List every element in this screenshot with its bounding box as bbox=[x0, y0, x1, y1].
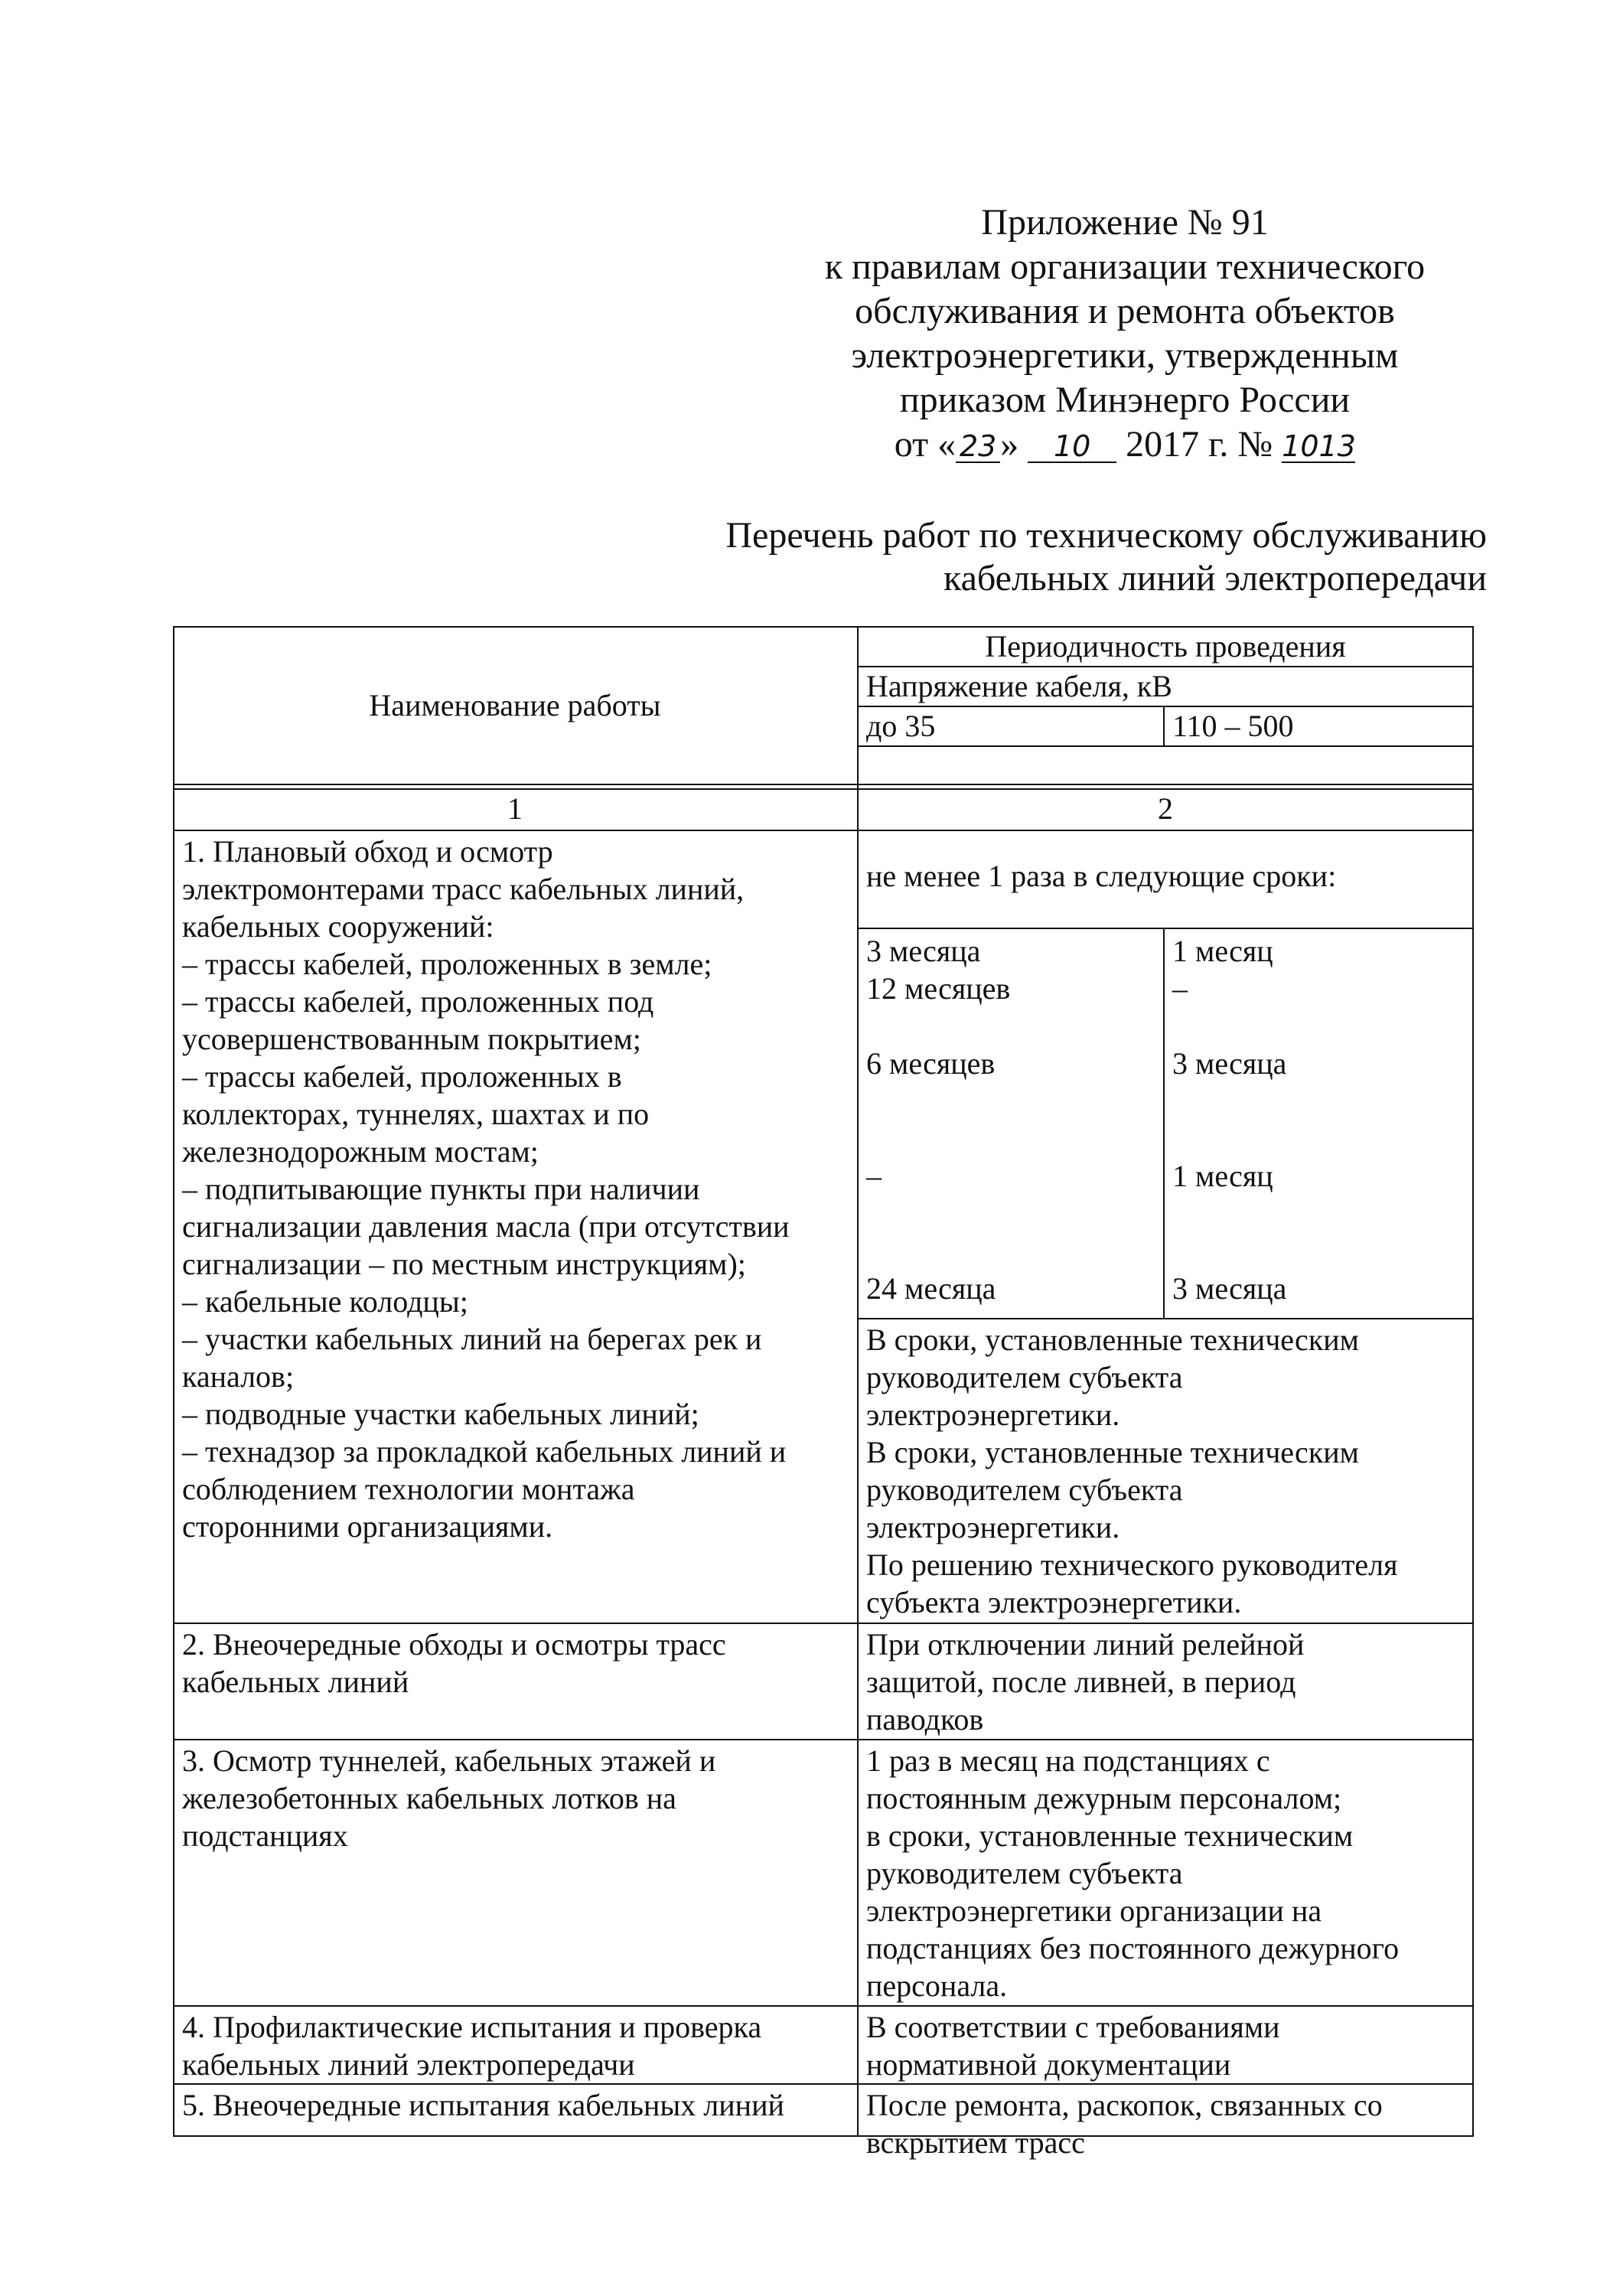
text-line: персонала. bbox=[866, 1968, 1008, 2003]
row5-work-description bbox=[173, 2086, 857, 2124]
text-line: 2. Внеочередные обходы и осмотры трасс bbox=[182, 1627, 726, 1662]
order-date-line bbox=[735, 422, 1515, 467]
row1-v35-ground: 3 месяца bbox=[866, 934, 981, 968]
date-prefix: от « bbox=[894, 424, 957, 465]
header-periodicity: Периодичность проведения bbox=[985, 629, 1346, 664]
row3-work-description bbox=[173, 1742, 857, 1854]
text-line: кабельных линий bbox=[182, 1665, 409, 1699]
header-line: приказом Минэнерго России bbox=[899, 380, 1351, 420]
date-year: 2017 г. № bbox=[1126, 424, 1273, 465]
text-line: 1 раз в месяц на подстанциях с bbox=[866, 1743, 1270, 1778]
row-divider bbox=[173, 1739, 1474, 1740]
header-line: электроэнергетики, утвержденным bbox=[851, 335, 1399, 376]
row1-subdivider bbox=[857, 1318, 1474, 1319]
text-line: электроэнергетики организации на bbox=[866, 1893, 1322, 1928]
text-line: – подпитывающие пункты при наличии bbox=[182, 1172, 700, 1206]
text-line: сторонними организациями. bbox=[182, 1509, 553, 1544]
text-line: В соответствии с требованиями bbox=[866, 2010, 1280, 2044]
text-line: усовершенствованным покрытием; bbox=[182, 1022, 641, 1056]
text-line: коллекторах, туннелях, шахтах и по bbox=[182, 1097, 650, 1131]
row1-v35-wells: 24 месяца bbox=[866, 1271, 996, 1306]
title-line: кабельных линий электропередачи bbox=[943, 558, 1487, 598]
text-line: соблюдением технологии монтажа bbox=[182, 1472, 635, 1506]
header-line: к правилам организации технического bbox=[824, 246, 1426, 287]
date-quote: » bbox=[1000, 424, 1019, 465]
row1-v110-feed-points: 1 месяц bbox=[1172, 1159, 1273, 1193]
text-line: субъекта электроэнергетики. bbox=[866, 1585, 1242, 1619]
header-work-name: Наименование работы bbox=[369, 687, 661, 722]
appendix-number: Приложение № 91 bbox=[981, 202, 1269, 243]
row5-periodicity bbox=[857, 2086, 1474, 2161]
text-line: руководителем субъекта bbox=[866, 1360, 1183, 1394]
row1-periodicity-intro: не менее 1 раза в следующие сроки: bbox=[866, 859, 1337, 893]
text-line: кабельных сооружений: bbox=[182, 909, 494, 944]
text-line: сигнализации – по местным инструкциям); bbox=[182, 1247, 746, 1281]
row-divider bbox=[173, 1623, 1474, 1624]
text-line: электроэнергетики. bbox=[866, 1510, 1120, 1544]
text-line: электромонтерами трасс кабельных линий, bbox=[182, 872, 745, 906]
text-line: – кабельные колодцы; bbox=[182, 1284, 468, 1319]
text-line: руководителем субъекта bbox=[866, 1856, 1183, 1890]
row1-v110-wells: 3 месяца bbox=[1172, 1271, 1287, 1306]
row1-v110-collectors: 3 месяца bbox=[1172, 1046, 1287, 1081]
header-voltage-upto35: до 35 bbox=[866, 709, 936, 743]
header-voltage: Напряжение кабеля, кВ bbox=[866, 669, 1172, 703]
header-divider bbox=[857, 745, 1474, 747]
row4-periodicity bbox=[857, 2008, 1474, 2083]
appendix-header bbox=[735, 201, 1515, 467]
row3-periodicity bbox=[857, 1742, 1474, 2004]
text-line: 1. Плановый обход и осмотр bbox=[182, 834, 553, 869]
text-line: каналов; bbox=[182, 1359, 295, 1394]
text-line: При отключении линий релейной bbox=[866, 1627, 1305, 1662]
text-line: защитой, после ливней, в период bbox=[866, 1665, 1296, 1699]
text-line: – участки кабельных линий на берегах рек и bbox=[182, 1322, 762, 1356]
header-voltage-110-500: 110 – 500 bbox=[1172, 709, 1294, 743]
text-line: подстанциях bbox=[182, 1818, 348, 1853]
text-line: постоянным дежурным персоналом; bbox=[866, 1781, 1342, 1815]
handwritten-month: 10 bbox=[1028, 431, 1116, 463]
row1-v110-improved-cover: – bbox=[1172, 971, 1188, 1006]
text-line: После ремонта, раскопок, связанных со bbox=[866, 2088, 1383, 2122]
column-number-1: 1 bbox=[507, 791, 523, 826]
row1-work-description bbox=[173, 833, 857, 1545]
row1-v35-collectors: 6 месяцев bbox=[866, 1046, 996, 1081]
text-line: – технадзор за прокладкой кабельных линий и bbox=[182, 1434, 787, 1469]
title-line: Перечень работ по техническому обслуживанию bbox=[725, 515, 1487, 556]
handwritten-order-number: 1013 bbox=[1282, 429, 1356, 463]
row-divider bbox=[173, 2083, 1474, 2085]
text-line: кабельных линий электропередачи bbox=[182, 2047, 635, 2082]
row2-work-description bbox=[173, 1626, 857, 1701]
text-line: вскрытием трасс bbox=[866, 2125, 1085, 2160]
text-line: – подводные участки кабельных линий; bbox=[182, 1397, 699, 1431]
text-line: подстанциях без постоянного дежурного bbox=[866, 1931, 1400, 1965]
text-line: – трассы кабелей, проложенных в bbox=[182, 1059, 622, 1094]
document-title bbox=[725, 514, 1487, 600]
text-line: В сроки, установленные техническим bbox=[866, 1322, 1359, 1357]
text-line: сигнализации давления масла (при отсутствии bbox=[182, 1209, 790, 1244]
text-line: 4. Профилактические испытания и проверка bbox=[182, 2010, 762, 2044]
row1-v35-improved-cover: 12 месяцев bbox=[866, 971, 1011, 1006]
text-line: паводков bbox=[866, 1702, 984, 1737]
text-line: электроэнергетики. bbox=[866, 1397, 1120, 1432]
header-divider bbox=[173, 784, 1474, 785]
text-line: руководителем субъекта bbox=[866, 1473, 1183, 1507]
row4-work-description bbox=[173, 2008, 857, 2083]
row1-v35-feed-points: – bbox=[866, 1159, 882, 1193]
text-line: По решению технического руководителя bbox=[866, 1548, 1398, 1582]
row1-v110-ground: 1 месяц bbox=[1172, 934, 1273, 968]
text-line: – трассы кабелей, проложенных под bbox=[182, 984, 654, 1019]
row1-periodicity-notes bbox=[857, 1321, 1474, 1621]
text-line: железобетонных кабельных лотков на bbox=[182, 1781, 676, 1815]
row2-periodicity bbox=[857, 1626, 1474, 1738]
text-line: железнодорожным мостам; bbox=[182, 1134, 539, 1169]
row1-subdivider bbox=[857, 928, 1474, 929]
text-line: – трассы кабелей, проложенных в земле; bbox=[182, 947, 712, 981]
header-line: обслуживания и ремонта объектов bbox=[855, 291, 1395, 331]
handwritten-day: 23 bbox=[956, 431, 1000, 463]
text-line: В сроки, установленные техническим bbox=[866, 1435, 1359, 1469]
text-line: 3. Осмотр туннелей, кабельных этажей и bbox=[182, 1743, 716, 1778]
text-line: в сроки, установленные техническим bbox=[866, 1818, 1354, 1853]
text-line: нормативной документации bbox=[866, 2047, 1231, 2082]
column-number-2: 2 bbox=[1158, 791, 1173, 826]
text-line: 5. Внеочередные испытания кабельных линий bbox=[182, 2088, 784, 2122]
row-divider bbox=[173, 2005, 1474, 2007]
row-divider bbox=[173, 830, 1474, 831]
